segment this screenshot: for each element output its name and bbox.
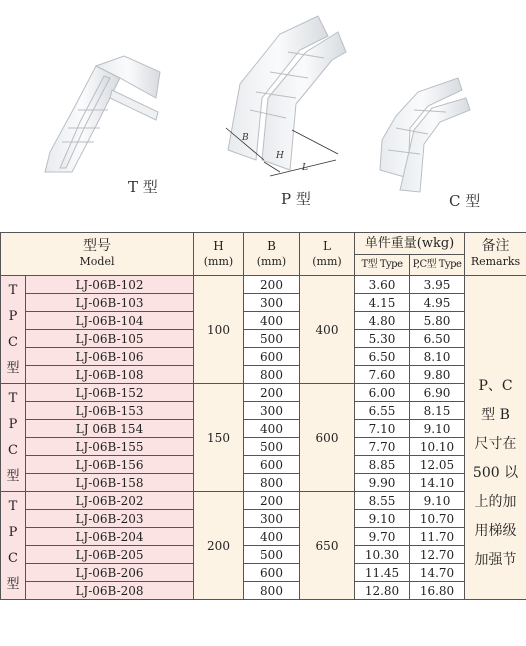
b-cell: 300	[244, 294, 300, 312]
c-type-caption: C 型	[449, 192, 481, 210]
h-cell: 200	[194, 492, 244, 600]
pc-weight-cell: 9.10	[410, 492, 465, 510]
remarks-line: 尺寸在	[474, 436, 517, 452]
table-row	[1, 456, 526, 474]
t-weight-cell: 6.50	[355, 348, 410, 366]
remarks-line: 上的加	[474, 494, 517, 510]
cable-tray-drawings	[0, 0, 526, 232]
b-cell: 400	[244, 420, 300, 438]
table-row	[1, 546, 526, 564]
t-weight-cell: 8.55	[355, 492, 410, 510]
l-cell: 650	[300, 492, 355, 600]
t-weight-cell: 6.00	[355, 384, 410, 402]
pc-weight-cell: 14.70	[410, 564, 465, 582]
h-cell: 150	[194, 384, 244, 492]
model-header: 型号 Model	[1, 233, 194, 276]
t-weight-cell: 4.80	[355, 312, 410, 330]
model-cell: LJ-06B-106	[26, 348, 194, 366]
type-label-cell	[1, 384, 26, 492]
model-cell: LJ-06B-208	[26, 582, 194, 600]
remarks-line: 用梯级	[474, 523, 517, 539]
b-header: B (mm)	[244, 233, 300, 276]
t-weight-cell: 9.10	[355, 510, 410, 528]
pc-weight-cell: 12.70	[410, 546, 465, 564]
model-cell: LJ-06B-206	[26, 564, 194, 582]
table-row	[1, 330, 526, 348]
b-cell: 500	[244, 546, 300, 564]
table-row	[1, 510, 526, 528]
table-row	[1, 294, 526, 312]
t-weight-cell: 5.30	[355, 330, 410, 348]
pc-weight-cell: 4.95	[410, 294, 465, 312]
table-row	[1, 384, 526, 402]
pc-weight-cell: 3.95	[410, 276, 465, 294]
remarks-cell	[465, 276, 526, 600]
dim-l-label: L	[302, 163, 308, 173]
type-label-char: T	[8, 498, 18, 514]
b-cell: 800	[244, 366, 300, 384]
pc-weight-cell: 6.90	[410, 384, 465, 402]
pc-weight-cell: 16.80	[410, 582, 465, 600]
pc-weight-cell: 8.15	[410, 402, 465, 420]
type-label-char: P	[8, 308, 18, 324]
l-header: L (mm)	[300, 233, 355, 276]
type-label-char: 型	[6, 576, 20, 592]
model-cell: LJ-06B-156	[26, 456, 194, 474]
model-cell: LJ-06B-204	[26, 528, 194, 546]
b-cell: 600	[244, 564, 300, 582]
b-cell: 400	[244, 528, 300, 546]
t-weight-cell: 9.90	[355, 474, 410, 492]
b-cell: 200	[244, 492, 300, 510]
table-row	[1, 438, 526, 456]
t-weight-cell: 7.70	[355, 438, 410, 456]
model-cell: LJ-06B-158	[26, 474, 194, 492]
t-weight-cell: 7.60	[355, 366, 410, 384]
b-cell: 500	[244, 438, 300, 456]
model-cell: LJ-06B-108	[26, 366, 194, 384]
model-cell: LJ-06B-205	[26, 546, 194, 564]
table-body	[1, 276, 526, 600]
type-label-char: P	[8, 416, 18, 432]
pc-weight-cell: 6.50	[410, 330, 465, 348]
spec-table	[0, 232, 526, 600]
remarks-line: 型 B	[481, 407, 510, 423]
model-cell: LJ-06B-155	[26, 438, 194, 456]
h-cell: 100	[194, 276, 244, 384]
b-cell: 400	[244, 312, 300, 330]
t-weight-cell: 7.10	[355, 420, 410, 438]
pc-weight-cell: 5.80	[410, 312, 465, 330]
dim-h-label: H	[276, 151, 284, 161]
c-type-tray-image	[380, 78, 470, 192]
pc-weight-cell: 12.05	[410, 456, 465, 474]
pc-weight-cell: 14.10	[410, 474, 465, 492]
t-weight-cell: 8.85	[355, 456, 410, 474]
table-row	[1, 402, 526, 420]
b-cell: 300	[244, 402, 300, 420]
b-cell: 800	[244, 474, 300, 492]
l-cell: 600	[300, 384, 355, 492]
model-cell: LJ-06B-203	[26, 510, 194, 528]
pc-weight-cell: 11.70	[410, 528, 465, 546]
t-weight-cell: 9.70	[355, 528, 410, 546]
pc-type-subheader: P,C型 Type	[412, 259, 462, 270]
table-row	[1, 312, 526, 330]
p-type-tray-image	[228, 16, 346, 170]
table-row	[1, 582, 526, 600]
model-cell: LJ-06B-103	[26, 294, 194, 312]
b-cell: 300	[244, 510, 300, 528]
t-type-caption: T 型	[128, 178, 158, 196]
pc-weight-cell: 10.70	[410, 510, 465, 528]
type-label-char: 型	[6, 468, 20, 484]
type-label-char: C	[8, 550, 18, 566]
l-cell: 400	[300, 276, 355, 384]
type-label-char: T	[8, 390, 18, 406]
type-label-char: C	[8, 334, 18, 350]
remarks-line: 500 以	[472, 465, 519, 481]
type-label-cell	[1, 276, 26, 384]
table-row	[1, 420, 526, 438]
type-label-char: T	[8, 282, 18, 298]
type-label-char: P	[8, 524, 18, 540]
type-label-char: 型	[6, 360, 20, 376]
type-label-cell	[1, 492, 26, 600]
model-cell: LJ-06B-102	[26, 276, 194, 294]
remarks-line: P、C	[478, 378, 513, 394]
model-cell: LJ-06B-104	[26, 312, 194, 330]
b-cell: 800	[244, 582, 300, 600]
model-cell: LJ-06B-152	[26, 384, 194, 402]
p-type-caption: P 型	[281, 190, 311, 208]
t-type-subheader: T型 Type	[355, 255, 410, 275]
remarks-header: 备注 Remarks	[465, 233, 526, 276]
model-cell: LJ-06B-153	[26, 402, 194, 420]
b-cell: 200	[244, 384, 300, 402]
t-weight-cell: 4.15	[355, 294, 410, 312]
type-label-char: C	[8, 442, 18, 458]
t-weight-cell: 10.30	[355, 546, 410, 564]
pc-weight-cell: 10.10	[410, 438, 465, 456]
table-row	[1, 366, 526, 384]
pc-weight-cell: 9.10	[410, 420, 465, 438]
b-cell: 200	[244, 276, 300, 294]
model-cell: LJ-06B-202	[26, 492, 194, 510]
table-row	[1, 348, 526, 366]
table-row	[1, 564, 526, 582]
table-row	[1, 474, 526, 492]
t-weight-cell: 11.45	[355, 564, 410, 582]
b-cell: 600	[244, 348, 300, 366]
b-cell: 500	[244, 330, 300, 348]
t-weight-cell: 12.80	[355, 582, 410, 600]
table-row	[1, 276, 526, 294]
table-row	[1, 528, 526, 546]
t-weight-cell: 6.55	[355, 402, 410, 420]
weight-header: 单件重量(wkg) T型 Type P,C型 Type	[355, 233, 465, 276]
t-type-tray-image	[45, 56, 160, 172]
table-row	[1, 492, 526, 510]
model-cell: LJ 06B 154	[26, 420, 194, 438]
table-header	[1, 233, 526, 276]
t-weight-cell: 3.60	[355, 276, 410, 294]
pc-weight-cell: 8.10	[410, 348, 465, 366]
pc-weight-cell: 9.80	[410, 366, 465, 384]
h-header: H (mm)	[194, 233, 244, 276]
remarks-line: 加强节	[474, 552, 517, 568]
dim-b-label: B	[242, 133, 249, 143]
b-cell: 600	[244, 456, 300, 474]
product-illustrations	[0, 0, 526, 232]
model-cell: LJ-06B-105	[26, 330, 194, 348]
